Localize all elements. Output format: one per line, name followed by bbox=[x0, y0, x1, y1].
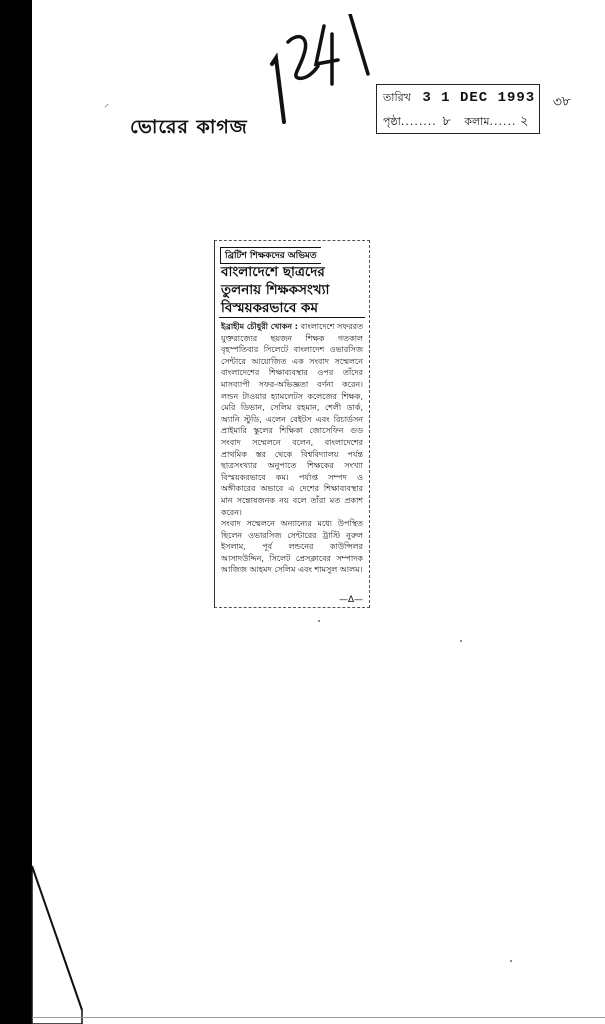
article-paragraph bbox=[221, 321, 363, 518]
stamp-date-value: 3 1 DEC 1993 bbox=[422, 90, 536, 106]
clipping-end-mark: —∆— bbox=[338, 595, 363, 605]
stamp-page-value: ৮ bbox=[442, 114, 451, 129]
handwritten-number-strokes bbox=[258, 14, 378, 124]
article-headline: বাংলাদেশে ছাত্রদের তুলনায় শিক্ষকসংখ্যা বিস্ময়করভাবে কম bbox=[221, 264, 330, 316]
stamp-date-label: তারিখ bbox=[383, 91, 411, 104]
stamp-page-row: পৃষ্ঠা........ ৮ কলাম...... ২ bbox=[383, 114, 529, 129]
date-stamp bbox=[376, 84, 540, 134]
article-paragraph: সংবাদ সম্মেলনে অন্যান্যের মধ্যে উপস্থিত ছিলেন ওভারসিজ সেন্টারের ট্রাস্টি নুরুল ইসলাম, পূর্ব লন্ডনের কাউন্সিলর আসাদউদ্দিন, সিলেট প্রেসক্লাবের সম্পাদক আজিজ আহমদ সেলিম এবং শামসুল আলম। bbox=[221, 519, 363, 575]
article-byline: ইব্রাহীম চৌধুরী খোকন : bbox=[221, 322, 299, 331]
stamp-page-label: পৃষ্ঠা bbox=[383, 115, 401, 128]
corner-handwritten-mark: ৩৮ bbox=[551, 92, 573, 112]
stamp-date-row bbox=[383, 89, 535, 108]
handwritten-archive-number bbox=[258, 14, 378, 124]
scan-speck bbox=[318, 620, 320, 622]
scan-page-curl bbox=[0, 860, 90, 1024]
scan-speck bbox=[510, 960, 512, 962]
stamp-column-label: কলাম bbox=[464, 115, 490, 128]
page-bottom-edge bbox=[32, 1017, 605, 1018]
scan-speck bbox=[460, 640, 462, 642]
newspaper-clipping bbox=[214, 240, 370, 608]
stray-tick-mark: ⸍ bbox=[104, 103, 109, 114]
newspaper-masthead: ভোরের কাগজ bbox=[130, 116, 248, 138]
article-paragraph-text: বাংলাদেশে সফররত যুক্তরাজ্যের ছয়জন শিক্ষক গতকাল বৃহস্পতিবার সিলেটে বাংলাদেশ ওভারসিজ সেন্টারে আয়োজিত এক সংবাদ সম্মেলনে বাংলাদেশের শিক্ষাব্যবস্থার ওপর তাঁদের মাসব্যাপী সফর-অভিজ্ঞতা বর্ণনা করেন। লন্ডন টাওয়ার হ্যামলেটস কলেজের শিক্ষক, মেরি ডিভান, সেলিম রহমান, শেলী ডার্ক, অ্যানি স্টুডি, এলেন বেইটস এবং রিচার্ডসন প্রাইমারি স্কুলের শিক্ষিকা জোসেফিন গুড সংবাদ সম্মেলনে বলেন, বাংলাদেশের প্রাথমিক স্তর থেকে বিশ্ববিদ্যালয় পর্যন্ত ছাত্রসংখ্যার অনুপাতে শিক্ষকের সংখ্যা বিস্ময়করভাবে কম। পর্যাপ্ত সম্পদ ও অঙ্গীকারের অভাবে এ দেশের শিক্ষাব্যবস্থার মান সন্তোষজনক নয় বলে তাঁরা মত প্রকাশ করেন। bbox=[221, 322, 363, 517]
article-body bbox=[221, 321, 363, 576]
article-kicker: ব্রিটিশ শিক্ষকদের অভিমত bbox=[220, 247, 321, 264]
stamp-column-value: ২ bbox=[519, 114, 529, 129]
headline-rule bbox=[219, 317, 365, 318]
